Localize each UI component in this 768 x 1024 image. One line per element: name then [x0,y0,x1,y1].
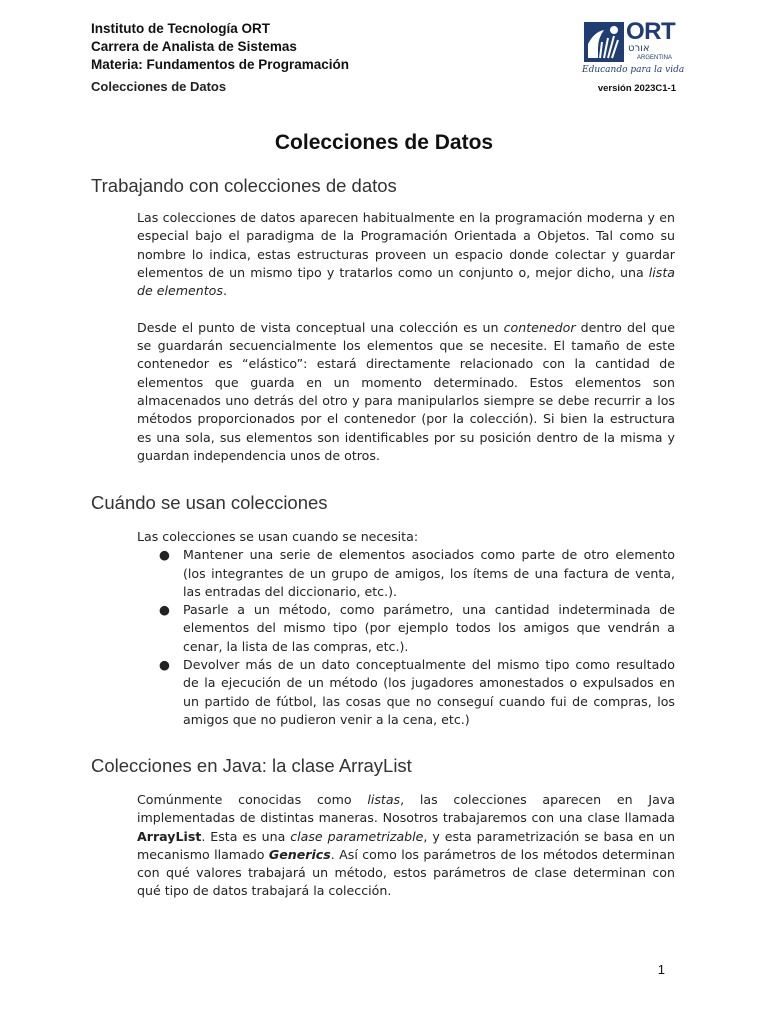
section-body-java [137,791,675,901]
emphasis-text: lista de elementos [137,264,675,299]
header-subtitle: Colecciones de Datos [91,79,227,94]
text-run: . Esta es una [201,828,291,844]
paragraph-arraylist [137,791,675,901]
ort-logo [582,18,685,80]
section-body-cuando [137,528,675,729]
list-item [137,601,675,656]
generics-text: Generics [268,846,331,862]
text-run: Desde el punto de vista conceptual una colección es un [137,319,504,335]
text-run: , las colecciones aparecen en Java implementadas de distintas maneras. Nosotros trabajaremos con una clase llamada [137,792,675,826]
institution-name: Instituto de Tecnología ORT [91,21,270,36]
list-intro: Las colecciones se usan cuando se necesita: [137,529,419,544]
bullet-icon: ● [159,547,170,563]
ort-emblem-icon [584,22,624,62]
text-run: Comúnmente conocidas como [137,792,368,807]
text-run: . [222,283,227,299]
list-item-text: Devolver más de un dato conceptualmente del mismo tipo como resultado de la ejecución de un método (los jugadores amonestados o expulsados en un partido de fútbol, las cosas que no conseguí cuando fui de compras, los amigos que no pudieron venir a la cena, etc.) [183,657,675,727]
section-body-trabajando [137,209,675,465]
text-run: dentro del que se guardarán secuencialmente los elementos que se necesite. El tamaño de este contenedor es “elástico”: estará directamente relacionado con la cantidad de elementos que guarda en un momento determinado. Estos elementos son almacenados uno detrás del otro y para manipularlos siempre se debe recurrir a los métodos proporcionados por el contenedor (por la colección). Si bien la estructura es una sola, sus elementos son identificables por su posición dentro de la misma y guardan independencia unos de otros. [137,319,675,463]
header-block [91,20,349,74]
section-heading-trabajando: Trabajando con colecciones de datos [91,175,397,196]
list-item [137,656,675,729]
subject-name: Materia: Fundamentos de Programación [91,57,350,72]
text-run: , y esta parametrización se basa en un mecanismo llamado [137,828,675,862]
class-name-text: ArrayList [137,828,202,844]
list-item-text: Mantener una serie de elementos asociados como parte de otro elemento (los integrantes de un grupo de amigos, los ítems de una factura de venta, las entradas del diccionario, etc.). [183,547,675,599]
emphasis-text: contenedor [503,319,576,335]
logo-brand: ORT [626,18,676,45]
paragraph-intro [137,209,675,300]
emphasis-text: clase parametrizable [290,828,424,844]
text-run: Las colecciones de datos aparecen habitualmente en la programación moderna y en especial bajo el paradigma de la Programación Orientada a Objetos. Tal como su nombre lo indica, estas estructuras proveen un espacio donde colectar y guardar elementos de un mismo tipo y tratarlos como un conjunto o, mejor dicho, una [137,210,675,280]
emphasis-text: listas [367,792,401,807]
list-item [137,546,675,601]
bullet-icon: ● [159,657,170,673]
list-item-text: Pasarle a un método, como parámetro, una cantidad indeterminada de elementos del mismo tipo (por ejemplo todos los amigos que vendrán a cenar, la lista de las compras, etc.). [183,602,675,654]
logo-country: ARGENTINA [637,55,673,61]
page-title: Colecciones de Datos [274,131,494,154]
text-run: . Así como los parámetros de los métodos determinan con qué valores trabajará un método, estos parámetros de clase determinan con qué tipo de datos trabajará la colección. [137,846,675,899]
logo-tagline: Educando para la vida [582,65,685,75]
page-number: 1 [657,962,665,977]
section-heading-cuando: Cuándo se usan colecciones [91,492,328,513]
logo-hebrew: אורט [628,43,650,54]
paragraph-contenedor [137,319,675,465]
usage-list [137,546,675,729]
bullet-icon: ● [159,602,170,618]
section-heading-java: Colecciones en Java: la clase ArrayList [91,755,412,776]
version-label: versión 2023C1-1 [597,83,676,94]
career-name: Carrera de Analista de Sistemas [91,39,297,54]
